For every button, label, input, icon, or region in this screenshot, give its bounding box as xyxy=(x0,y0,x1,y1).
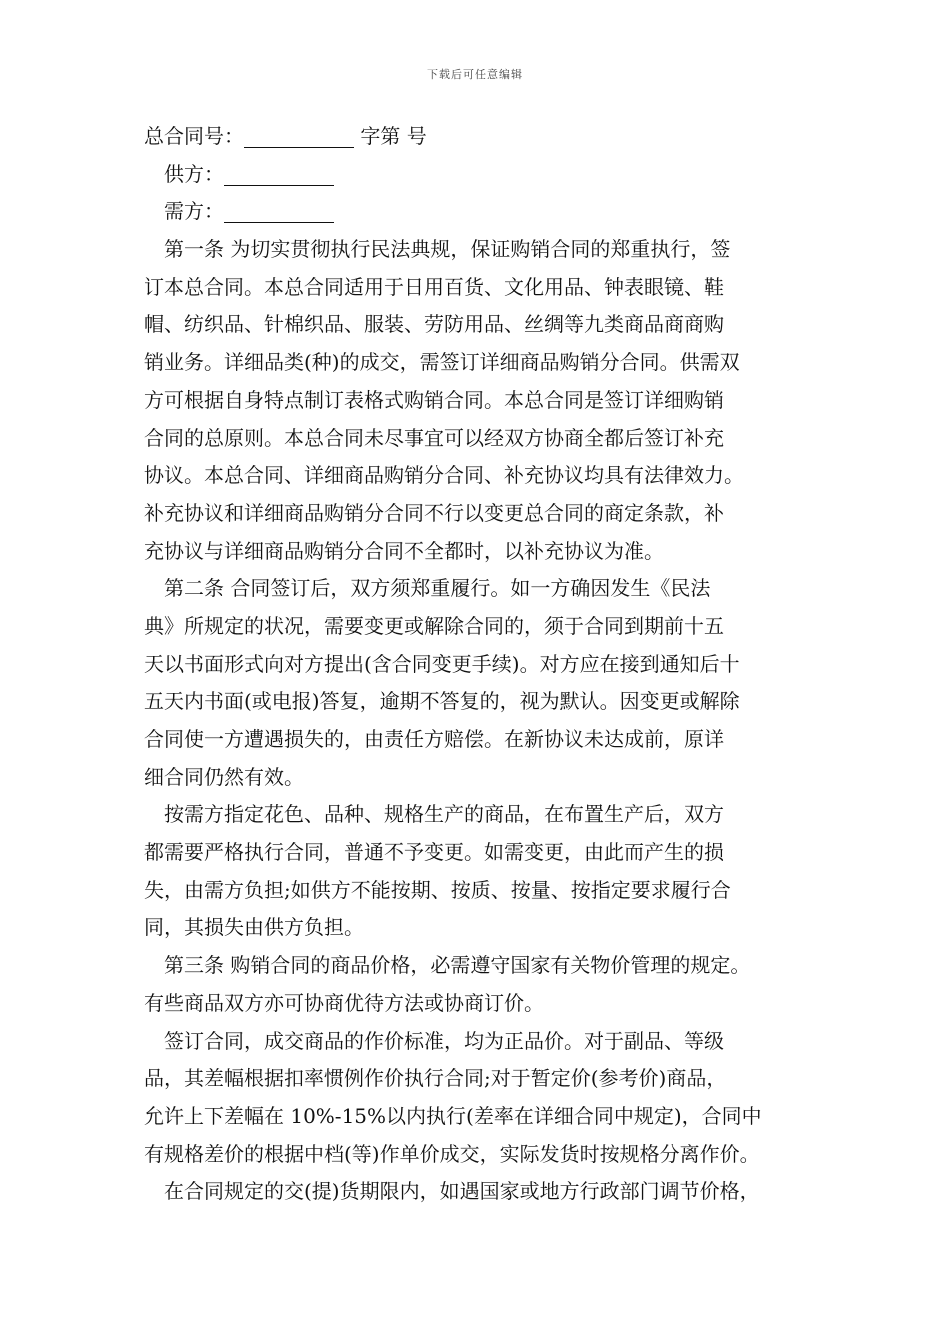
text-line: 合同的总原则。本总合同未尽事宜可以经双方协商全都后签订补充 xyxy=(144,425,724,450)
text-line: 按需方指定花色、品种、规格生产的商品，在布置生产后，双方 xyxy=(164,802,724,827)
text-line: 帽、纺织品、针棉织品、服装、劳防用品、丝绸等九类商品商商购 xyxy=(144,312,724,337)
text-line: 天以书面形式向对方提出(含合同变更手续)。对方应在接到通知后十 xyxy=(144,651,740,676)
text-line: 五天内书面(或电报)答复，逾期不答复的，视为默认。因变更或解除 xyxy=(144,689,740,714)
text-line: 允许上下差幅在 10%-15%以内执行(差率在详细合同中规定)，合同中 xyxy=(144,1103,762,1128)
text-line: 细合同仍然有效。 xyxy=(144,764,304,789)
text-line: 签订合同，成交商品的作价标准，均为正品价。对于副品、等级 xyxy=(164,1028,724,1053)
page-header-note: 下载后可任意编辑 xyxy=(427,68,523,81)
buyer-blank[interactable] xyxy=(224,200,334,223)
text-line: 典》所规定的状况，需要变更或解除合同的，须于合同到期前十五 xyxy=(144,613,724,638)
contract-number-blank[interactable] xyxy=(244,125,354,148)
text-line: 补充协议和详细商品购销分合同不行以变更总合同的商定条款，补 xyxy=(144,500,724,525)
buyer-label: 需方： xyxy=(164,199,224,224)
text-line: 有规格差价的根据中档(等)作单价成交，实际发货时按规格分离作价。 xyxy=(144,1141,760,1166)
contract-number-line xyxy=(144,118,834,156)
text-line: 第二条 合同签订后，双方须郑重履行。如一方确因发生《民法 xyxy=(164,576,711,601)
text-line: 销业务。详细品类(种)的成交，需签订详细商品购销分合同。供需双 xyxy=(144,350,740,375)
text-line: 在合同规定的交(提)货期限内，如遇国家或地方行政部门调节价格， xyxy=(164,1179,760,1204)
text-line: 都需要严格执行合同，普通不予变更。如需变更，由此而产生的损 xyxy=(144,840,724,865)
contract-number-suffix: 字第 号 xyxy=(354,124,427,148)
text-line: 品，其差幅根据扣率惯例作价执行合同;对于暂定价(参考价)商品， xyxy=(144,1066,727,1091)
text-line: 有些商品双方亦可协商优待方法或协商订价。 xyxy=(144,990,544,1015)
text-line: 失，由需方负担;如供方不能按期、按质、按量、按指定要求履行合 xyxy=(144,877,731,902)
supplier-blank[interactable] xyxy=(224,163,334,186)
text-line: 协议。本总合同、详细商品购销分合同、补充协议均具有法律效力。 xyxy=(144,463,744,488)
text-line: 充协议与详细商品购销分合同不全都时，以补充协议为准。 xyxy=(144,538,664,563)
text-line: 第三条 购销合同的商品价格，必需遵守国家有关物价管理的规定。 xyxy=(164,953,751,978)
contract-body xyxy=(144,118,834,1211)
text-line: 订本总合同。本总合同适用于日用百货、文化用品、钟表眼镜、鞋 xyxy=(144,274,724,299)
supplier-label: 供方： xyxy=(164,161,224,186)
text-line: 方可根据自身特点制订表格式购销合同。本总合同是签订详细购销 xyxy=(144,387,724,412)
buyer-line xyxy=(144,193,834,231)
contract-number-label: 总合同号： xyxy=(144,124,244,148)
text-line: 合同使一方遭遇损失的，由责任方赔偿。在新协议未达成前，原详 xyxy=(144,727,724,751)
text-line: 同，其损失由供方负担。 xyxy=(144,915,364,940)
supplier-line xyxy=(144,156,834,194)
text-line: 第一条 为切实贯彻执行民法典规，保证购销合同的郑重执行，签 xyxy=(164,237,731,262)
